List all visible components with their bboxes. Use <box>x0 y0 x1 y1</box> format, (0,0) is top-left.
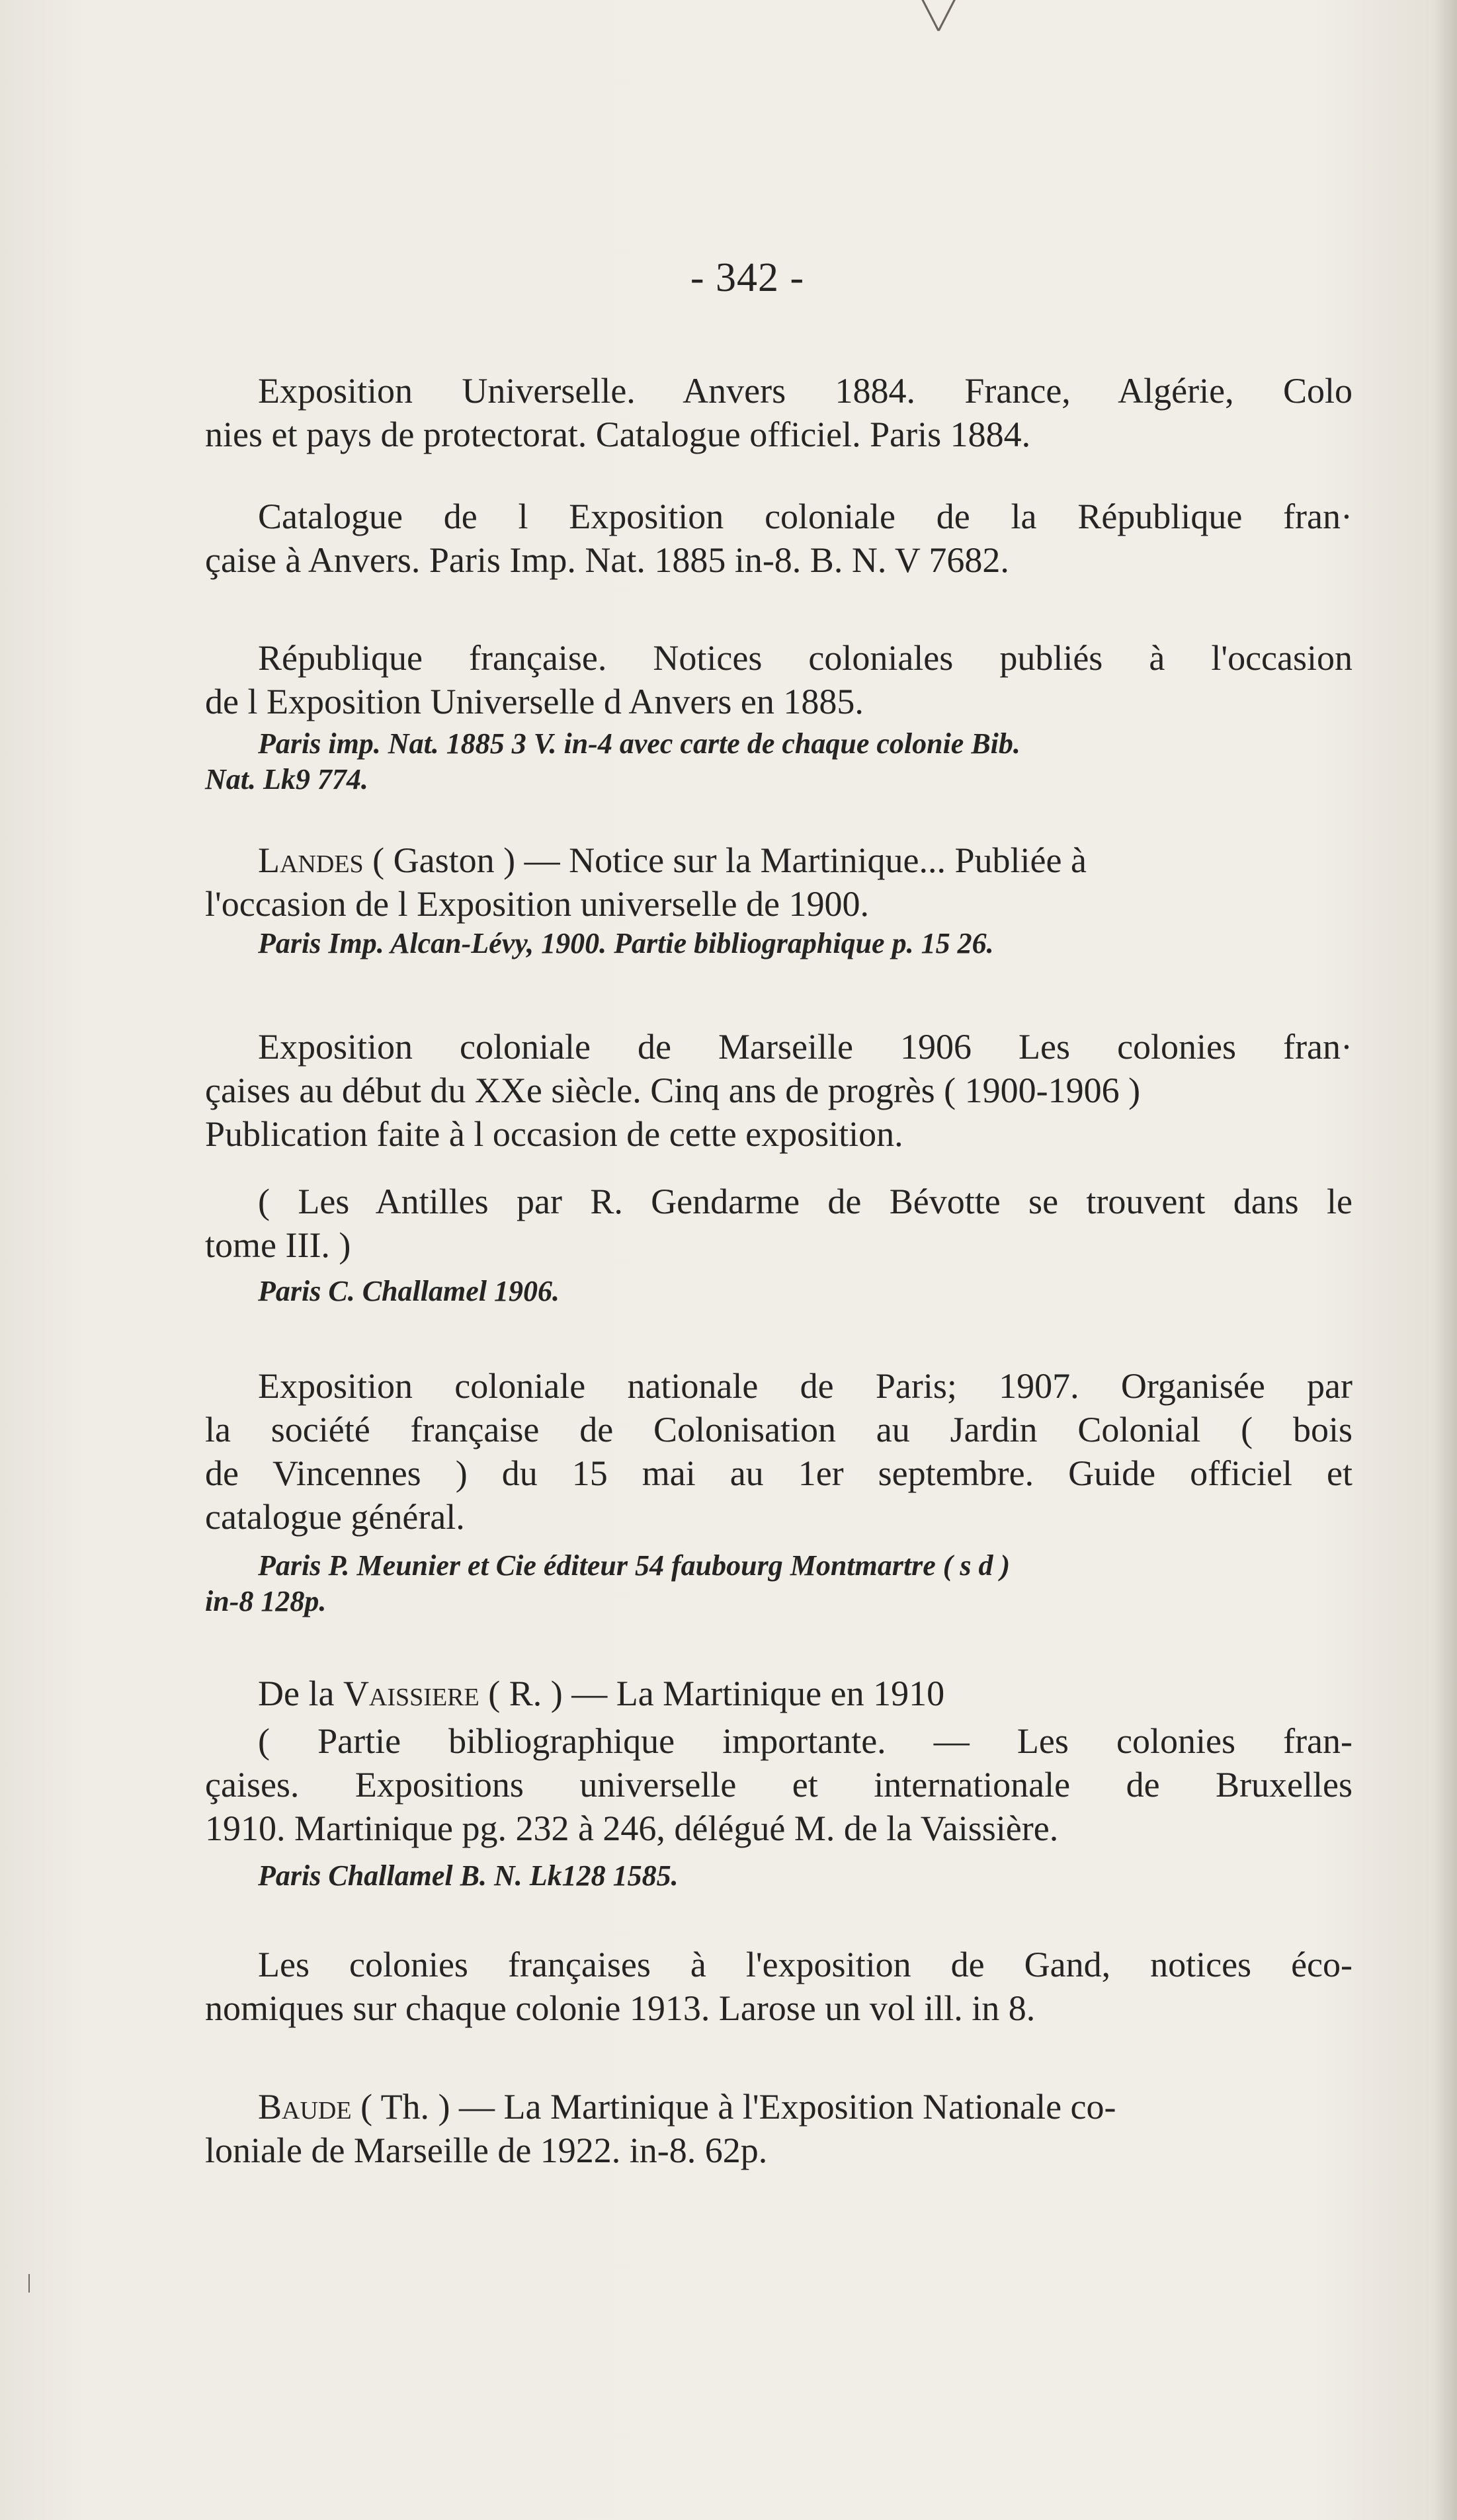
entry-line: çaises au début du XXe siècle. Cinq ans de progrès ( 1900-1906 ) <box>205 1071 1141 1110</box>
paper-fold-mark: ╲╱ <box>923 1 955 30</box>
author-name: Baude <box>258 2087 352 2127</box>
author-name: Vaissiere <box>343 1674 479 1713</box>
margin-pencil-mark: ǀ <box>26 2269 32 2298</box>
entry-text: ( Gaston ) — Notice sur la Martinique... Publiée à <box>372 840 1087 880</box>
bibliography-entry <box>205 636 1353 797</box>
bibliography-entry <box>205 495 1353 582</box>
entry-line <box>205 838 1353 882</box>
entry-line: la société française de Colonisation au Jardin Colonial ( bois <box>205 1410 1353 1449</box>
author-name: Landes <box>258 840 364 880</box>
entry-line: Exposition coloniale de Marseille 1906 Les colonies fran· <box>258 1027 1353 1067</box>
entry-line: Publication faite à l occasion de cette exposition. <box>205 1114 903 1154</box>
bibliography-entry <box>205 1943 1353 2030</box>
entry-line: Exposition coloniale nationale de Paris; 1907. Organisée par <box>258 1366 1353 1406</box>
entry-line: de Vincennes ) du 15 mai au 1er septembre. Guide officiel et <box>205 1453 1353 1493</box>
entry-line: nomiques sur chaque colonie 1913. Larose un vol ill. in 8. <box>205 1988 1036 2028</box>
publication-reference: Nat. Lk9 774. <box>205 763 368 795</box>
entry-line: l'occasion de l Exposition universelle de 1900. <box>205 884 870 924</box>
publication-reference: Paris Challamel B. N. Lk128 1585. <box>258 1859 679 1892</box>
author-prefix: De la <box>258 1674 335 1713</box>
entry-line <box>205 2085 1353 2129</box>
entry-line: Exposition Universelle. Anvers 1884. France, Algérie, Colo <box>258 371 1353 411</box>
entry-line: tome III. ) <box>205 1225 351 1265</box>
entry-text: ( Th. ) — La Martinique à l'Exposition Nationale co- <box>360 2087 1116 2127</box>
entry-line: 1910. Martinique pg. 232 à 246, délégué M. de la Vaissière. <box>205 1809 1059 1848</box>
bibliography-entry <box>205 1025 1353 1309</box>
publication-reference: in-8 128p. <box>205 1585 327 1617</box>
entry-line: catalogue général. <box>205 1497 465 1537</box>
bibliography-entry <box>205 369 1353 456</box>
publication-reference: Paris C. Challamel 1906. <box>258 1275 560 1307</box>
bibliography-entry <box>205 2085 1353 2172</box>
bibliography-entry <box>205 1672 1353 1894</box>
entry-line: ( Les Antilles par R. Gendarme de Bévotte se trouvent dans le <box>258 1182 1353 1221</box>
entry-line: de l Exposition Universelle d Anvers en 1885. <box>205 682 864 721</box>
entry-line: nies et pays de protectorat. Catalogue officiel. Paris 1884. <box>205 415 1031 454</box>
page-edge-shadow <box>1433 0 1457 2520</box>
publication-reference: Paris P. Meunier et Cie éditeur 54 faubourg Montmartre ( s d ) <box>258 1549 1011 1582</box>
entry-line: République française. Notices coloniales publiés à l'occasion <box>258 638 1353 678</box>
entry-line: çaise à Anvers. Paris Imp. Nat. 1885 in-8. B. N. V 7682. <box>205 540 1009 580</box>
bibliography-entry <box>205 1364 1353 1619</box>
page-number: - 342 - <box>690 255 805 300</box>
entry-line: loniale de Marseille de 1922. in-8. 62p. <box>205 2131 768 2170</box>
entry-line: ( Partie bibliographique importante. — Les colonies fran- <box>258 1721 1353 1761</box>
entry-line <box>205 1672 1353 1715</box>
entry-line: Catalogue de l Exposition coloniale de la République fran· <box>258 497 1353 536</box>
publication-reference: Paris Imp. Alcan-Lévy, 1900. Partie bibliographique p. 15 26. <box>258 927 994 959</box>
entry-text: ( R. ) — La Martinique en 1910 <box>488 1674 945 1713</box>
entry-line: çaises. Expositions universelle et internationale de Bruxelles <box>205 1765 1353 1805</box>
entry-line: Les colonies françaises à l'exposition de Gand, notices éco- <box>258 1945 1353 1984</box>
publication-reference: Paris imp. Nat. 1885 3 V. in-4 avec carte de chaque colonie Bib. <box>258 727 1020 760</box>
bibliography-entry <box>205 838 1353 961</box>
